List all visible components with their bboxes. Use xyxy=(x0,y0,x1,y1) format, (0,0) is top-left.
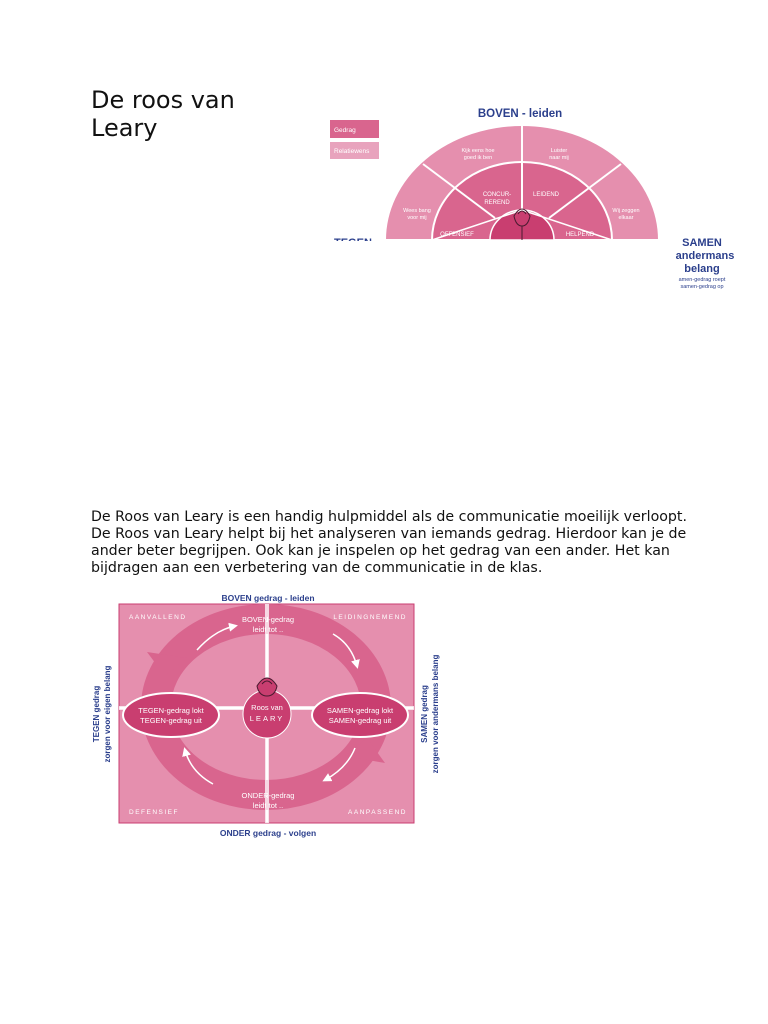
tegen-gedrag-sublabel: zorgen voor eigen belang xyxy=(103,665,112,763)
corner-leidingnemend: LEIDINGNEMEND xyxy=(333,614,407,621)
onder-gedrag-leidt-1: ONDER-gedrag xyxy=(241,791,295,800)
legend-label-relatiewens: Relatiewens xyxy=(334,148,370,155)
inner-label-offensief: OFFENSIEF xyxy=(440,232,474,238)
boven-gedrag-leidt-1: BOVEN-gedrag xyxy=(241,615,295,624)
intro-paragraph: De Roos van Leary is een handig hulpmiddel als de communicatie moeilijk verloopt. De Roos van Leary helpt bij het analyseren van iemands gedrag. Hierdoor kan je de ander beter begrijpen. Ook kan je inspelen op het gedrag van een ander. Het kan bijdragen aan een verbetering van de communicatie in de klas. xyxy=(91,509,688,576)
outer-label-wees: Wees bang xyxy=(403,208,431,214)
samen-note-2: samen-gedrag op xyxy=(680,284,724,290)
samen-lokt-2: SAMEN-gedrag uit xyxy=(328,716,392,725)
tegen-ellipse xyxy=(123,693,219,737)
center-leary: LEARY xyxy=(249,714,285,723)
leary-rose-diagram xyxy=(85,588,455,848)
tegen-gedrag-label: TEGEN gedrag xyxy=(92,685,101,743)
inner-label-helpend: HELPEND xyxy=(565,232,595,238)
belang-label: belang xyxy=(684,263,720,275)
tegen-lokt-1: TEGEN-gedrag lokt xyxy=(138,706,204,715)
samen-note-1: amen-gedrag roept xyxy=(678,277,726,283)
inner-label-leidend: LEIDEND xyxy=(532,192,560,198)
samen-ellipse xyxy=(312,693,408,737)
outer-label-luister-2: naar mij xyxy=(549,155,569,161)
boven-gedrag-leidt-2: leidt tot .. xyxy=(252,625,284,634)
legend-label-gedrag: Gedrag xyxy=(334,127,356,134)
outer-label-wees-2: voor mij xyxy=(407,215,427,221)
page-title: De roos van Leary xyxy=(91,86,235,142)
onder-gedrag-label: ONDER gedrag - volgen xyxy=(219,828,317,838)
andermans-label: andermans xyxy=(675,250,735,262)
samen-gedrag-sublabel: zorgen voor andermans belang xyxy=(431,654,440,774)
leary-half-rose-figure xyxy=(330,100,740,300)
outer-label-luister: Luister xyxy=(550,148,568,154)
outer-label-kijk: Kijk eens hoe xyxy=(461,148,495,154)
corner-aanpassend: AANPASSEND xyxy=(348,809,407,816)
samen-gedrag-label: SAMEN gedrag xyxy=(420,685,429,743)
boven-gedrag-label: BOVEN gedrag - leiden xyxy=(221,593,315,603)
inner-label-concurrerend-2: REREND xyxy=(484,200,510,206)
corner-defensief: DEFENSIEF xyxy=(129,809,179,816)
outer-label-wij-2: elkaar xyxy=(618,215,634,221)
samen-label: SAMEN xyxy=(682,237,722,249)
boven-leiden-heading: BOVEN - leiden xyxy=(477,108,563,120)
outer-label-kijk-2: goed ik ben xyxy=(463,155,493,161)
onder-gedrag-leidt-2: leidt tot .. xyxy=(252,801,284,810)
center-roos-van: Roos van xyxy=(251,703,283,712)
inner-label-concurrerend: CONCUR- xyxy=(482,192,512,198)
tegen-lokt-2: TEGEN-gedrag uit xyxy=(140,716,202,725)
outer-label-wij: Wij zeggen xyxy=(612,208,640,214)
samen-lokt-1: SAMEN-gedrag lokt xyxy=(326,706,394,715)
corner-aanvallend: AANVALLEND xyxy=(129,614,187,621)
